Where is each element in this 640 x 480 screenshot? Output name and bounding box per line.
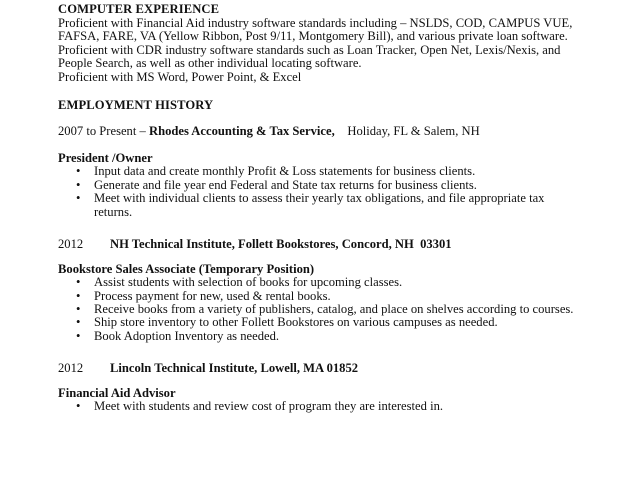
- list-item-text: Receive books from a variety of publishers, catalog, and place on shelves according to courses.: [94, 301, 574, 316]
- list-item: [58, 192, 564, 219]
- computer-experience-heading: COMPUTER EXPERIENCE: [58, 2, 220, 16]
- list-item: [58, 276, 633, 289]
- job-dates: 2007 to Present –: [58, 124, 146, 139]
- bullet-mark: •: [76, 288, 81, 303]
- job-dates: 2012: [58, 236, 84, 251]
- job-dates: 2012: [58, 361, 84, 376]
- computer-line: Proficient with CDR industry software standards such as Loan Tracker, Open Net, Lexis/Nexis, and: [58, 42, 561, 57]
- job-role: Financial Aid Advisor: [58, 385, 176, 400]
- computer-line: People Search, as well as other individual locating software.: [58, 56, 362, 71]
- list-item: [58, 330, 633, 343]
- bullet-mark: •: [76, 328, 81, 343]
- bullet-mark: •: [76, 164, 81, 179]
- list-item: [58, 400, 633, 413]
- bullet-mark: •: [76, 191, 81, 206]
- list-item: [58, 303, 633, 316]
- list-item: [58, 316, 633, 329]
- resume-page: [58, 3, 633, 414]
- list-item-text: Generate and file year end Federal and State tax returns for business clients.: [94, 177, 477, 192]
- bullet-mark: •: [76, 177, 81, 192]
- list-item: [58, 179, 633, 192]
- employment-history-heading: EMPLOYMENT HISTORY: [58, 97, 214, 112]
- list-item-text: Meet with students and review cost of program they are interested in.: [94, 399, 444, 414]
- computer-line: FAFSA, FARE, VA (Yellow Ribbon, Post 9/11, Montgomery Bill), and various private loan software.: [58, 29, 568, 44]
- list-item-text: Meet with individual clients to assess their yearly tax obligations, and file appropriate tax returns.: [94, 191, 545, 219]
- job-employer: Lincoln Technical Institute, Lowell, MA 01852: [110, 361, 359, 376]
- job-role: President /Owner: [58, 150, 153, 165]
- job-header: [58, 362, 633, 376]
- list-item-text: Assist students with selection of books for upcoming classes.: [94, 275, 403, 290]
- job-employer: NH Technical Institute, Follett Bookstores, Concord, NH 03301: [110, 236, 452, 251]
- bullet-mark: •: [76, 399, 81, 414]
- bullet-mark: •: [76, 275, 81, 290]
- list-item-text: Process payment for new, used & rental books.: [94, 288, 331, 303]
- computer-line: Proficient with MS Word, Power Point, & Excel: [58, 69, 302, 84]
- list-item: [58, 290, 633, 303]
- bullet-mark: •: [76, 301, 81, 316]
- bullet-mark: •: [76, 315, 81, 330]
- job-header: [58, 125, 633, 139]
- list-item-text: Ship store inventory to other Follett Bookstores on various campuses as needed.: [94, 315, 498, 330]
- list-item: [58, 165, 633, 178]
- job-location: Holiday, FL & Salem, NH: [347, 124, 480, 139]
- list-item-text: Input data and create monthly Profit & Loss statements for business clients.: [94, 164, 476, 179]
- job-header: [58, 238, 633, 252]
- job-role: Bookstore Sales Associate (Temporary Position): [58, 261, 315, 276]
- list-item-text: Book Adoption Inventory as needed.: [94, 328, 280, 343]
- computer-line: Proficient with Financial Aid industry software standards including – NSLDS, COD, CAMPUS VUE,: [58, 15, 573, 30]
- job-employer: Rhodes Accounting & Tax Service,: [148, 124, 335, 139]
